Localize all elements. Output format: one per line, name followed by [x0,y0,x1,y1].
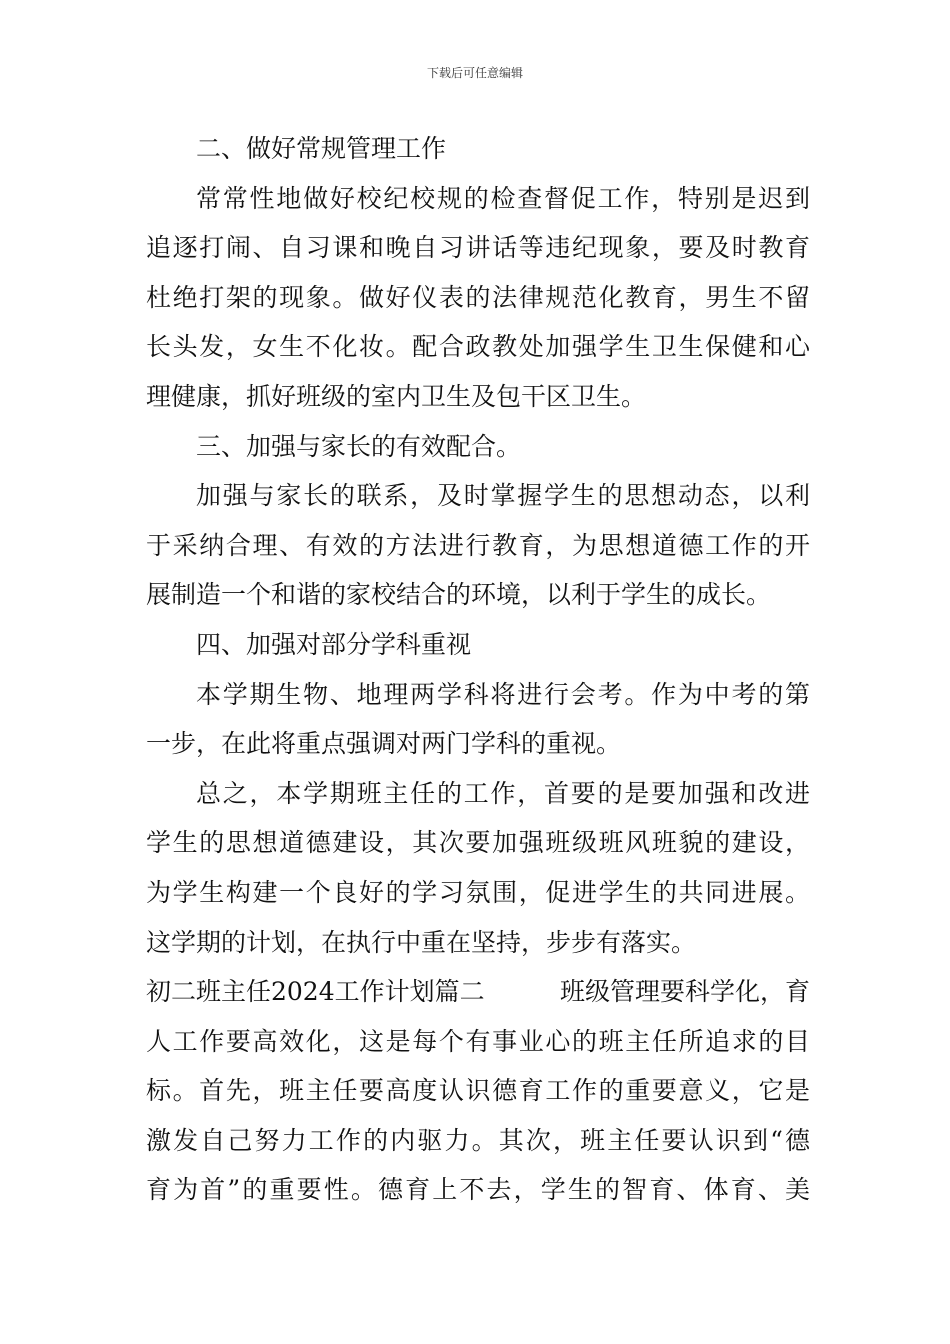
paragraph-line: 育为首”的重要性。德育上不去，学生的智育、体育、美 [146,1175,810,1205]
paragraph-line: 学生的思想道德建设，其次要加强班级班风班貌的建设， [146,828,810,858]
article-first-text: 班级管理要科学化，育 [559,977,810,1007]
paragraph-line: 标。首先，班主任要高度认识德育工作的重要意义，它是 [146,1076,810,1106]
paragraph-line: 杜绝打架的现象。做好仪表的法律规范化教育，男生不留 [146,282,810,312]
paragraph-line: 理健康，抓好班级的室内卫生及包干区卫生。 [146,381,647,411]
article-title-line [146,967,810,1017]
paragraph-line: 长头发，女生不化妆。配合政教处加强学生卫生保健和心 [146,332,810,362]
paragraph-line: 于采纳合理、有效的方法进行教育，为思想道德工作的开 [146,530,810,560]
paragraph-line: 总之，本学期班主任的工作，首要的是要加强和改进 [196,778,810,808]
section-heading-3: 三、加强与家长的有效配合。 [196,431,522,461]
paragraph-line: 常常性地做好校纪校规的检查督促工作，特别是迟到 [196,183,810,213]
paragraph-line: 一步，在此将重点强调对两门学科的重视。 [146,729,622,759]
section-heading-2: 二、做好常规管理工作 [196,134,447,163]
page-header-note: 下载后可任意编辑 [426,66,523,80]
section-heading-4: 四、加强对部分学科重视 [196,629,472,659]
paragraph-line: 为学生构建一个良好的学习氛围，促进学生的共同进展。 [146,877,810,907]
paragraph-line: 激发自己努力工作的内驱力。其次，班主任要认识到“德 [146,1125,810,1155]
paragraph-line: 展制造一个和谐的家校结合的环境，以利于学生的成长。 [146,580,772,610]
paragraph-line: 追逐打闹、自习课和晚自习讲话等违纪现象，要及时教育 [146,233,810,263]
paragraph-line: 加强与家长的联系，及时掌握学生的思想动态，以利 [196,481,810,511]
document-body [146,124,810,1215]
paragraph-line: 人工作要高效化，这是每个有事业心的班主任所追求的目 [146,1026,810,1056]
paragraph-line: 这学期的计划，在执行中重在坚持，步步有落实。 [146,927,697,957]
paragraph-line: 本学期生物、地理两学科将进行会考。作为中考的第 [196,679,810,709]
article-title: 初二班主任2024工作计划篇二 [146,977,485,1007]
